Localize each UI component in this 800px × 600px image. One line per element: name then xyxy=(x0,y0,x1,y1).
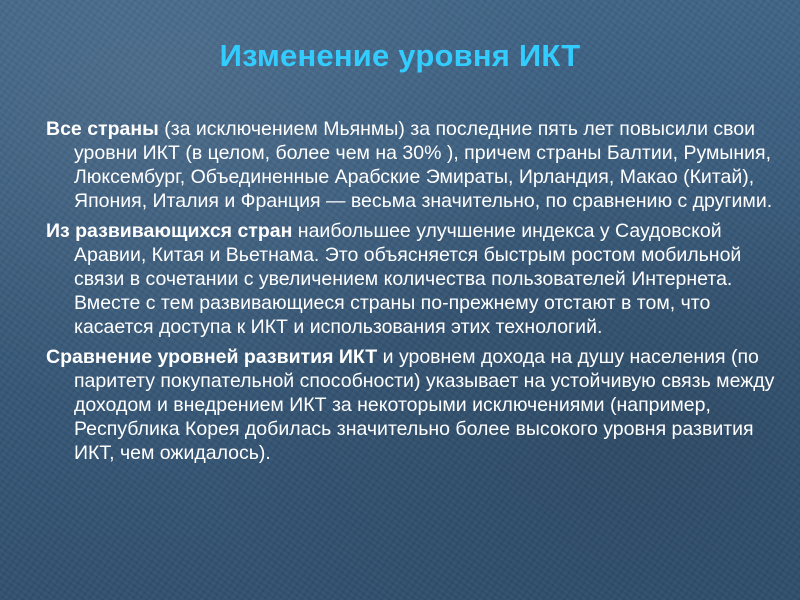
paragraph-all-countries xyxy=(46,117,776,213)
paragraph-text: наибольшее улучшение индекса у Саудовской Аравии, Китая и Вьетнама. Это объясняется быстрым ростом мобильной связи в сочетании с увеличением количества пользователей Интернета. Вместе с тем развивающиеся страны по-прежнему отстают в том, что касается доступа к ИКТ и использования этих технологий. xyxy=(74,220,742,338)
paragraph-ict-vs-income xyxy=(46,345,776,465)
paragraph-text: и уровнем дохода на душу населения (по паритету покупательной способности) указывает на устойчивую связь между доходом и внедрением ИКТ за некоторыми исключениями (например, Республика Корея добилась значительно более высокого уровня развития ИКТ, чем ожидалось). xyxy=(74,346,775,464)
slide-title: Изменение уровня ИКТ xyxy=(219,38,581,73)
paragraph-lead: Из развивающихся стран xyxy=(46,220,293,242)
paragraph-developing-countries xyxy=(46,219,776,339)
paragraph-lead: Все страны xyxy=(46,118,159,140)
paragraph-lead: Сравнение уровней развития ИКТ xyxy=(46,346,378,368)
paragraph-text: (за исключением Мьянмы) за последние пять лет повысили свои уровни ИКТ (в целом, более чем на 30% ), причем страны Балтии, Румыния, Люксембург, Объединенные Арабские Эмираты, Ирландия, Макао (Китай), Япония, Италия и Франция — весьма значительно, по сравнению с другими. xyxy=(74,118,773,212)
slide-body xyxy=(46,117,776,471)
